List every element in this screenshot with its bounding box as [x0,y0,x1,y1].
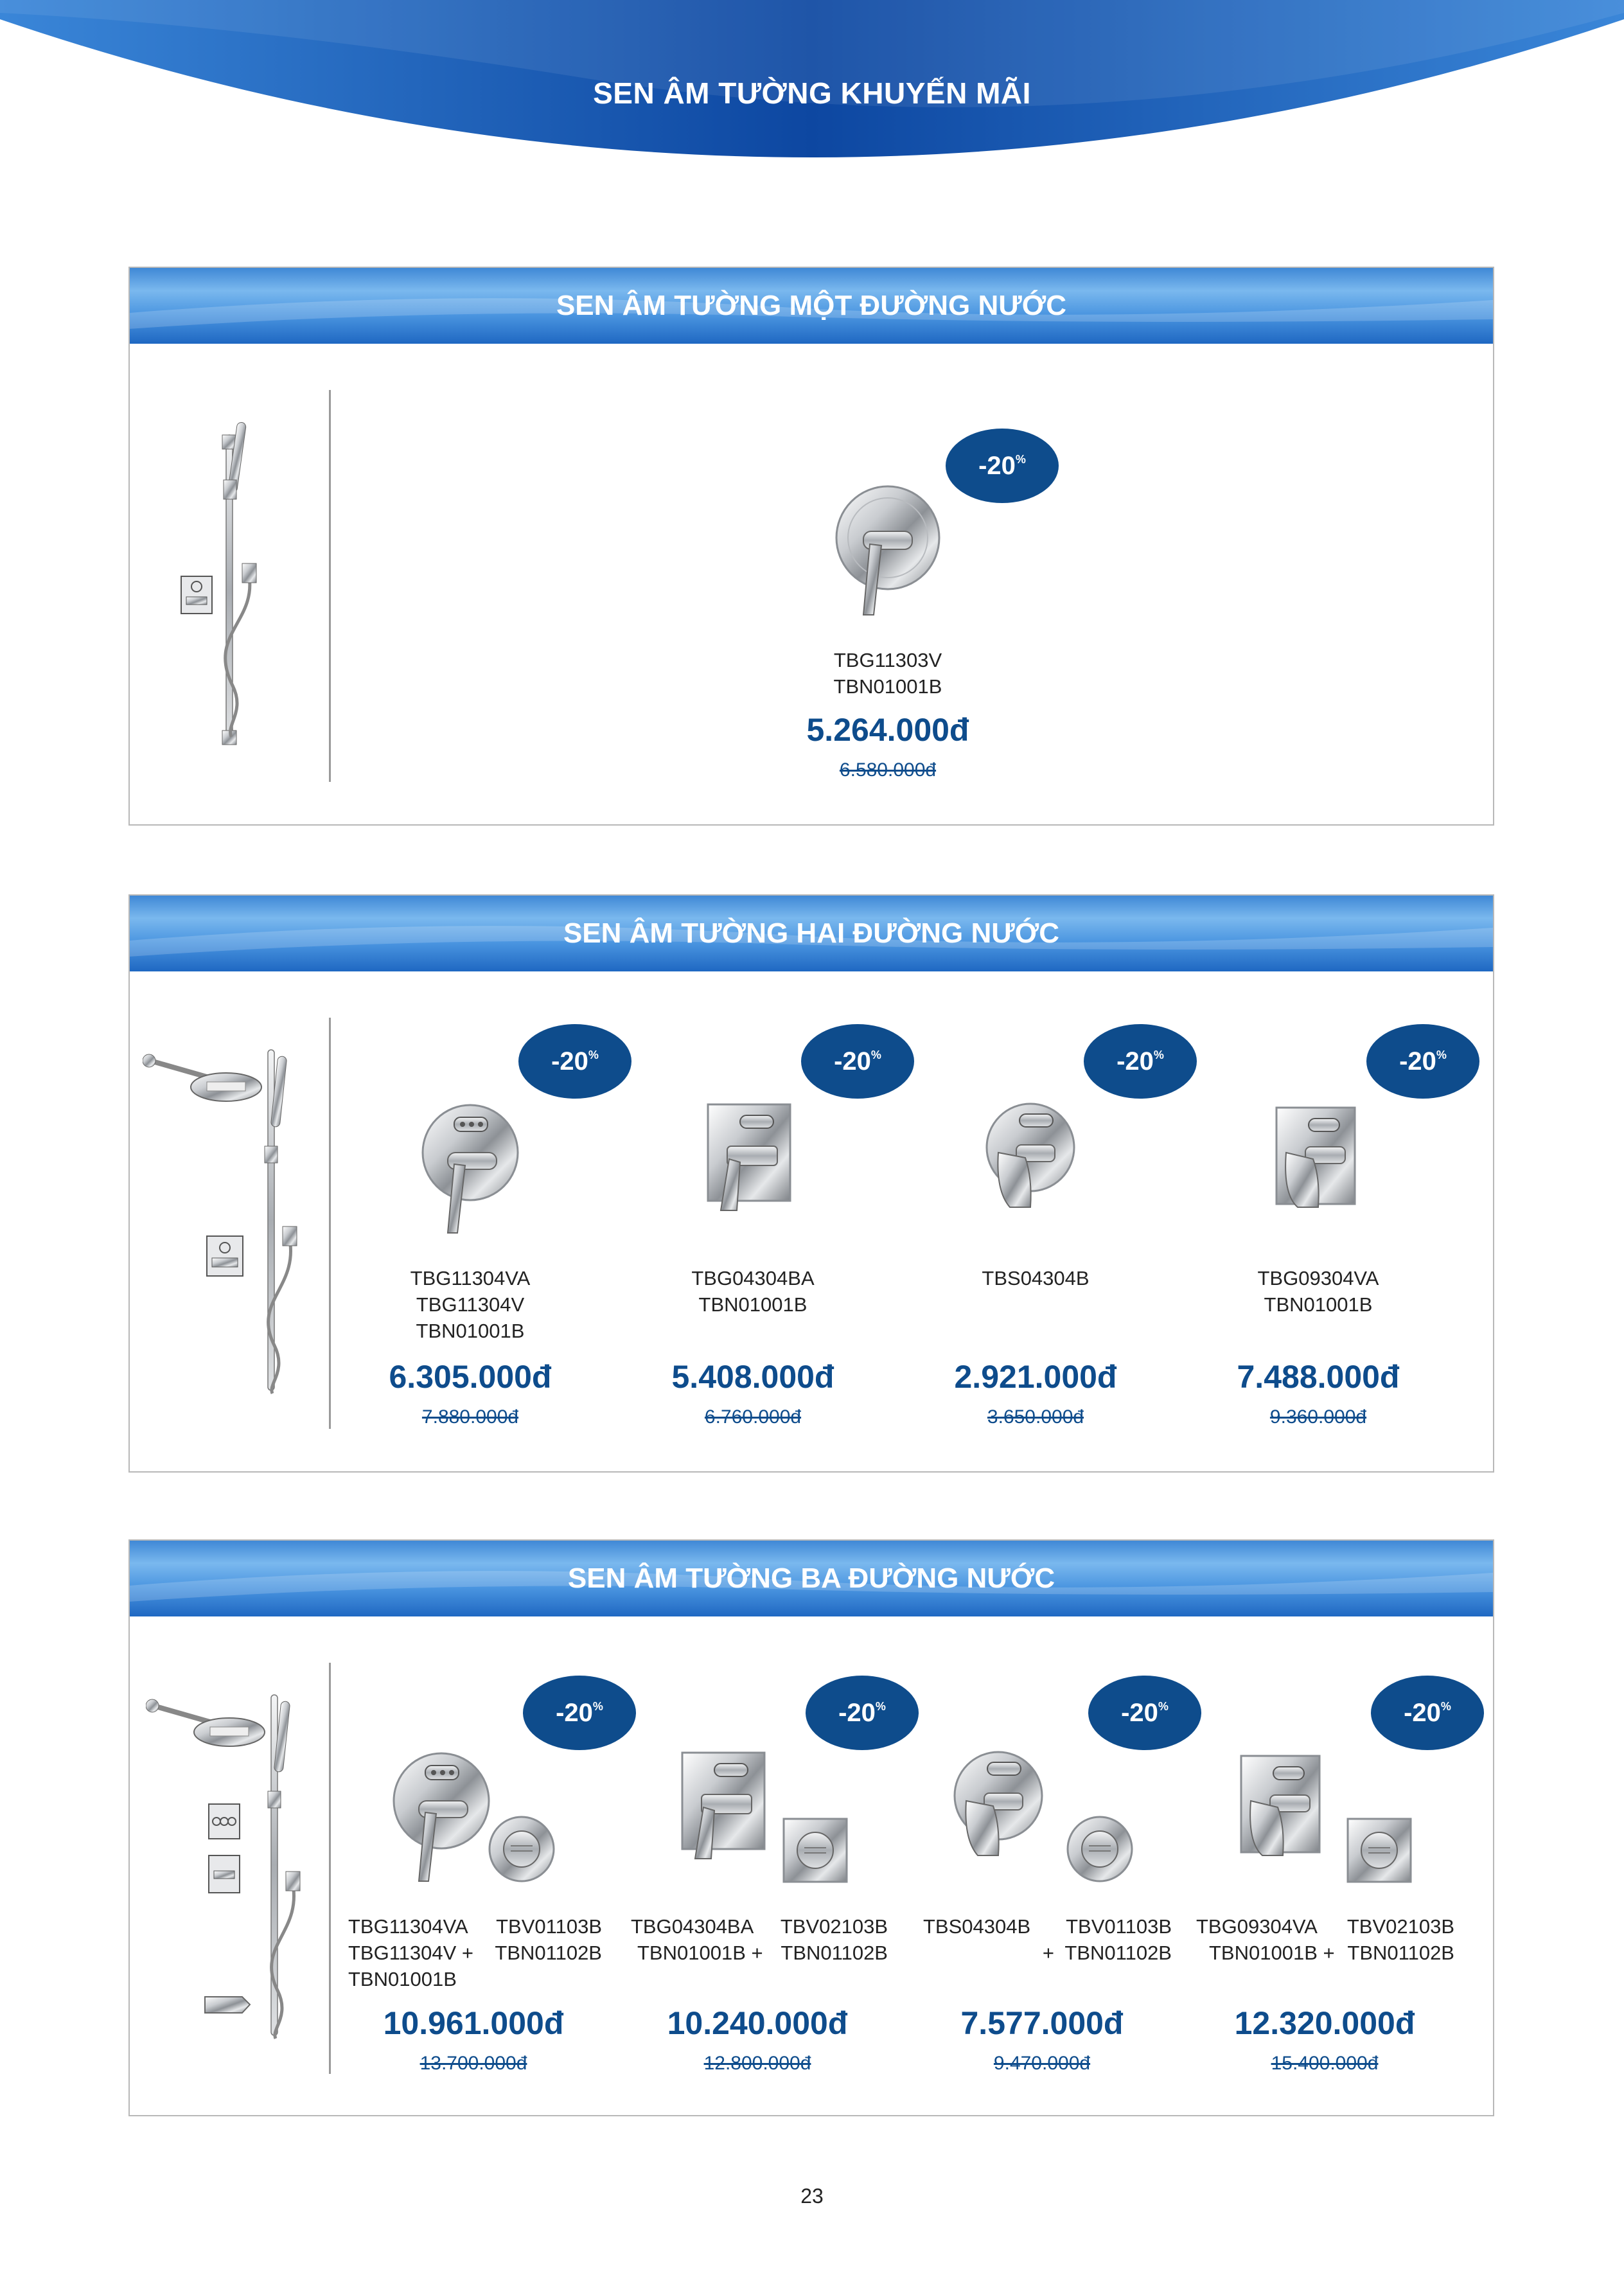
product-code: TBS04304B [982,1267,1090,1289]
product-code: TBN01102B [781,1942,888,1964]
discount-badge: -20% [1371,1676,1484,1750]
product-codes-left [348,1913,483,1992]
divider [329,1663,331,2074]
product-code: TBN01001B [1264,1293,1373,1316]
discount-badge: -20% [806,1676,919,1750]
product-codes [952,1265,1119,1291]
original-price: 15.400.000đ [1271,2053,1379,2074]
mixer-valve-image [984,1101,1081,1217]
section-one-outlet [128,267,1494,826]
sale-price: 12.320.000đ [1234,2005,1415,2041]
product-code: TBG11304V [416,1293,525,1316]
divider [329,1018,331,1429]
discount-badge: -20% [523,1676,636,1750]
product-code: TBG11304VA [410,1267,531,1289]
product-codes-right [753,1913,888,1966]
product-codes [1235,1265,1402,1318]
mixer-valve-image [1238,1753,1328,1862]
original-price: 7.880.000đ [421,1406,519,1428]
shower-set-image [146,1688,313,2055]
thermostatic-valve-image [1346,1817,1413,1884]
discount-badge: -20% [1366,1024,1479,1099]
sale-price: 6.305.000đ [389,1359,552,1395]
sale-price: 5.408.000đ [671,1359,834,1395]
divider [329,390,331,782]
sale-price: 2.921.000đ [954,1359,1117,1395]
mixer-valve-image [952,1749,1048,1865]
thermostatic-valve-image [782,1817,849,1884]
discount-badge: -20% [946,429,1059,503]
product-codes [669,1265,836,1318]
sale-price: 7.577.000đ [960,2005,1124,2041]
product-codes [387,1265,554,1344]
page-number: 23 [800,2184,824,2208]
product-code: TBG11303V [833,649,942,671]
original-price: 9.470.000đ [993,2053,1091,2074]
original-price: 6.580.000đ [839,759,937,781]
mixer-valve-image [679,1749,769,1865]
original-price: 9.360.000đ [1269,1406,1367,1428]
mixer-valve-image [1273,1104,1363,1214]
discount-badge: -20% [1084,1024,1197,1099]
product-code: TBN01001B [416,1320,525,1342]
sale-price: 10.240.000đ [667,2005,848,2041]
section-header [130,1541,1493,1616]
product-code: TBG04304BA [631,1915,754,1938]
product-code: TBG09304VA [1196,1915,1318,1938]
product-code: TBG11304VA [348,1915,468,1938]
product-code: TBN01001B [348,1968,457,1990]
sale-price: 10.961.000đ [383,2005,564,2041]
product-code: TBV01103B [496,1915,602,1938]
original-price: 6.760.000đ [704,1406,802,1428]
product-code: TBG09304VA [1257,1267,1379,1289]
mixer-valve-image [705,1101,795,1217]
section-three-outlets [128,1539,1494,2116]
product-code: TBV01103B [1066,1915,1172,1938]
product-code: TBV02103B [1346,1915,1454,1938]
sale-price: 7.488.000đ [1237,1359,1400,1395]
original-price: 13.700.000đ [419,2053,527,2074]
original-price: 12.800.000đ [703,2053,811,2074]
product-codes-right [467,1913,602,1966]
discount-badge: -20% [518,1024,631,1099]
thermostatic-valve-image [1064,1814,1135,1884]
product-codes-right [1320,1913,1454,1966]
product-code: TBN01001B + [1209,1942,1335,1964]
discount-badge: -20% [1088,1676,1201,1750]
product-codes-right [1037,1913,1172,1966]
product-codes-left [1196,1913,1337,1966]
section-title: SEN ÂM TƯỜNG BA ĐƯỜNG NƯỚC [567,1563,1055,1594]
product-code: TBN01102B [495,1942,602,1964]
product-code: TBS04304B [923,1915,1031,1938]
section-two-outlets [128,894,1494,1473]
page-title: SEN ÂM TƯỜNG KHUYẾN MÃI [593,76,1031,110]
mixer-valve-image [419,1101,528,1243]
product-code: TBG04304BA [691,1267,815,1289]
thermostatic-valve-image [486,1814,557,1884]
section-title: SEN ÂM TƯỜNG HAI ĐƯỜNG NƯỚC [563,917,1060,949]
product-code: TBN01001B [833,675,942,698]
product-code: TBN01102B [1064,1942,1172,1964]
section-title: SEN ÂM TƯỜNG MỘT ĐƯỜNG NƯỚC [556,290,1067,321]
original-price: 3.650.000đ [987,1406,1084,1428]
mixer-valve-image [390,1749,499,1891]
mixer-valve-image [830,480,946,628]
discount-badge: -20% [801,1024,914,1099]
product-code: TBG11304V + [348,1942,474,1964]
product-codes-left [631,1913,772,1966]
shower-set-image [143,1043,310,1410]
shower-set-image [168,416,265,756]
product-code: + [1042,1942,1054,1964]
product-code: TBN01001B [698,1293,808,1316]
sale-price: 5.264.000đ [806,712,969,748]
product-code: TBN01001B + [637,1942,763,1964]
section-header [130,896,1493,971]
product-codes [824,647,952,700]
product-code: TBV02103B [780,1915,888,1938]
product-code: TBN01102B [1347,1942,1454,1964]
section-header [130,268,1493,344]
